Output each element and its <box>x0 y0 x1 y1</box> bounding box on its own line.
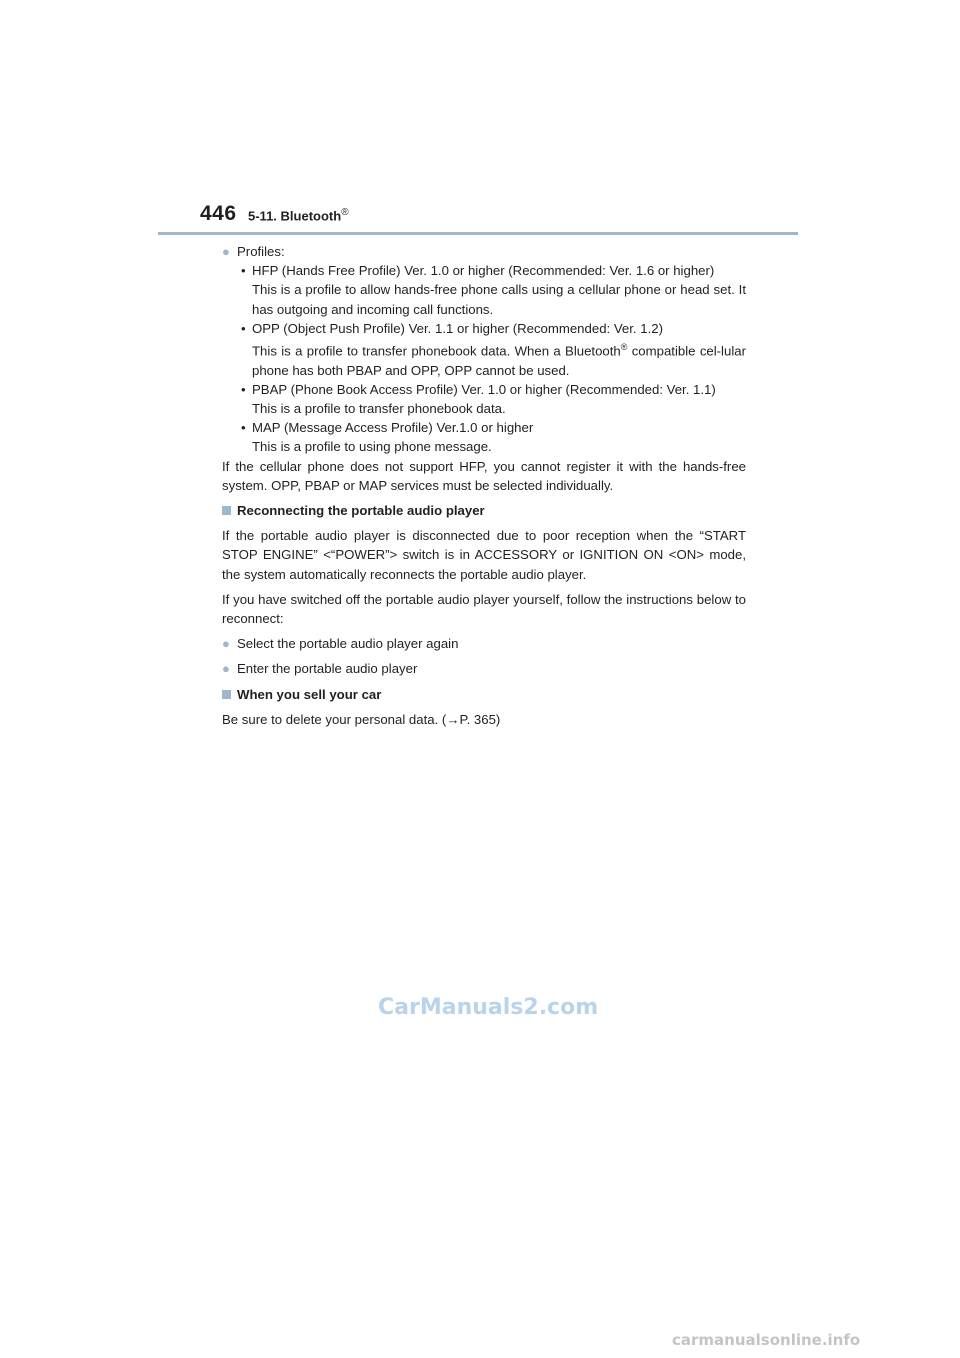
profile-desc-text: This is a profile to transfer phonebook data. When a Bluetooth <box>252 343 621 359</box>
profiles-note: If the cellular phone does not support HFP, you cannot register it with the hands-free system. OPP, PBAP or MAP services must be selected individually. <box>222 458 746 493</box>
profile-desc-text: This is a profile to using phone message. <box>252 439 492 455</box>
reconnect-heading-text: Reconnecting the portable audio player <box>237 503 485 519</box>
option-text: Enter the portable audio player <box>237 661 418 677</box>
square-bullet-icon <box>222 506 231 515</box>
profile-desc-text: compatible cel-lular phone has both PBAP and OPP, OPP cannot be used. <box>252 343 746 378</box>
profile-name: PBAP (Phone Book Access Profile) Ver. 1.0 or higher (Recommended: Ver. 1.1) <box>252 381 716 397</box>
bullet-icon: ● <box>222 636 230 652</box>
section-title-text: 5-11. Bluetooth <box>248 208 342 224</box>
reconnect-para2: If you have switched off the portable audio player yourself, follow the instructions below to reconnect: <box>222 591 746 627</box>
profiles-block <box>222 242 746 261</box>
dot-icon: • <box>241 420 246 436</box>
option-item <box>222 659 746 678</box>
profile-desc-text: This is a profile to transfer phonebook data. <box>252 401 506 417</box>
header-rule <box>158 232 798 235</box>
dot-icon: • <box>241 320 246 336</box>
profile-item-hfp <box>222 261 746 280</box>
dot-icon: • <box>241 381 246 397</box>
registered-mark: ® <box>341 207 349 218</box>
sell-heading <box>222 685 746 704</box>
section-title <box>248 207 349 223</box>
profile-desc <box>222 338 746 380</box>
profile-item-pbap <box>222 380 746 399</box>
reconnect-heading <box>222 501 746 520</box>
reconnect-para1: If the portable audio player is disconnected due to poor reception when the “START STOP ENGINE” <“POWER”> switch is in ACCESSORY or IGNITION ON <ON> mode, the system automatically reconnects the portable audio player. <box>222 528 746 582</box>
profile-name: HFP (Hands Free Profile) Ver. 1.0 or higher (Recommended: Ver. 1.6 or higher) <box>252 263 715 279</box>
watermark-logo: CarManuals2.com <box>378 995 599 1020</box>
bullet-icon: ● <box>222 661 230 677</box>
sell-heading-text: When you sell your car <box>237 686 382 702</box>
profile-name: OPP (Object Push Profile) Ver. 1.1 or higher (Recommended: Ver. 1.2) <box>252 320 663 336</box>
option-text: Select the portable audio player again <box>237 636 459 652</box>
profiles-label: Profiles: <box>237 244 285 259</box>
profile-name: MAP (Message Access Profile) Ver.1.0 or higher <box>252 420 534 436</box>
profile-desc-text: This is a profile to allow hands-free phone calls using a cellular phone or head set. It has outgoing and incoming call functions. <box>252 282 746 317</box>
profile-desc <box>222 399 746 418</box>
square-bullet-icon <box>222 690 231 699</box>
profile-desc <box>222 280 746 318</box>
dot-icon: • <box>241 263 246 279</box>
registered-mark: ® <box>620 342 628 353</box>
option-item <box>222 634 746 653</box>
profile-item-opp <box>222 319 746 338</box>
sell-text: Be sure to delete your personal data. (→P. 365) <box>222 711 501 727</box>
profile-item-map <box>222 418 746 437</box>
bullet-icon: ● <box>222 244 230 259</box>
profile-desc <box>222 437 746 456</box>
page-content <box>222 242 746 735</box>
footer-watermark: carmanualsonline.info <box>672 1331 861 1349</box>
page-number: 446 <box>200 202 237 225</box>
